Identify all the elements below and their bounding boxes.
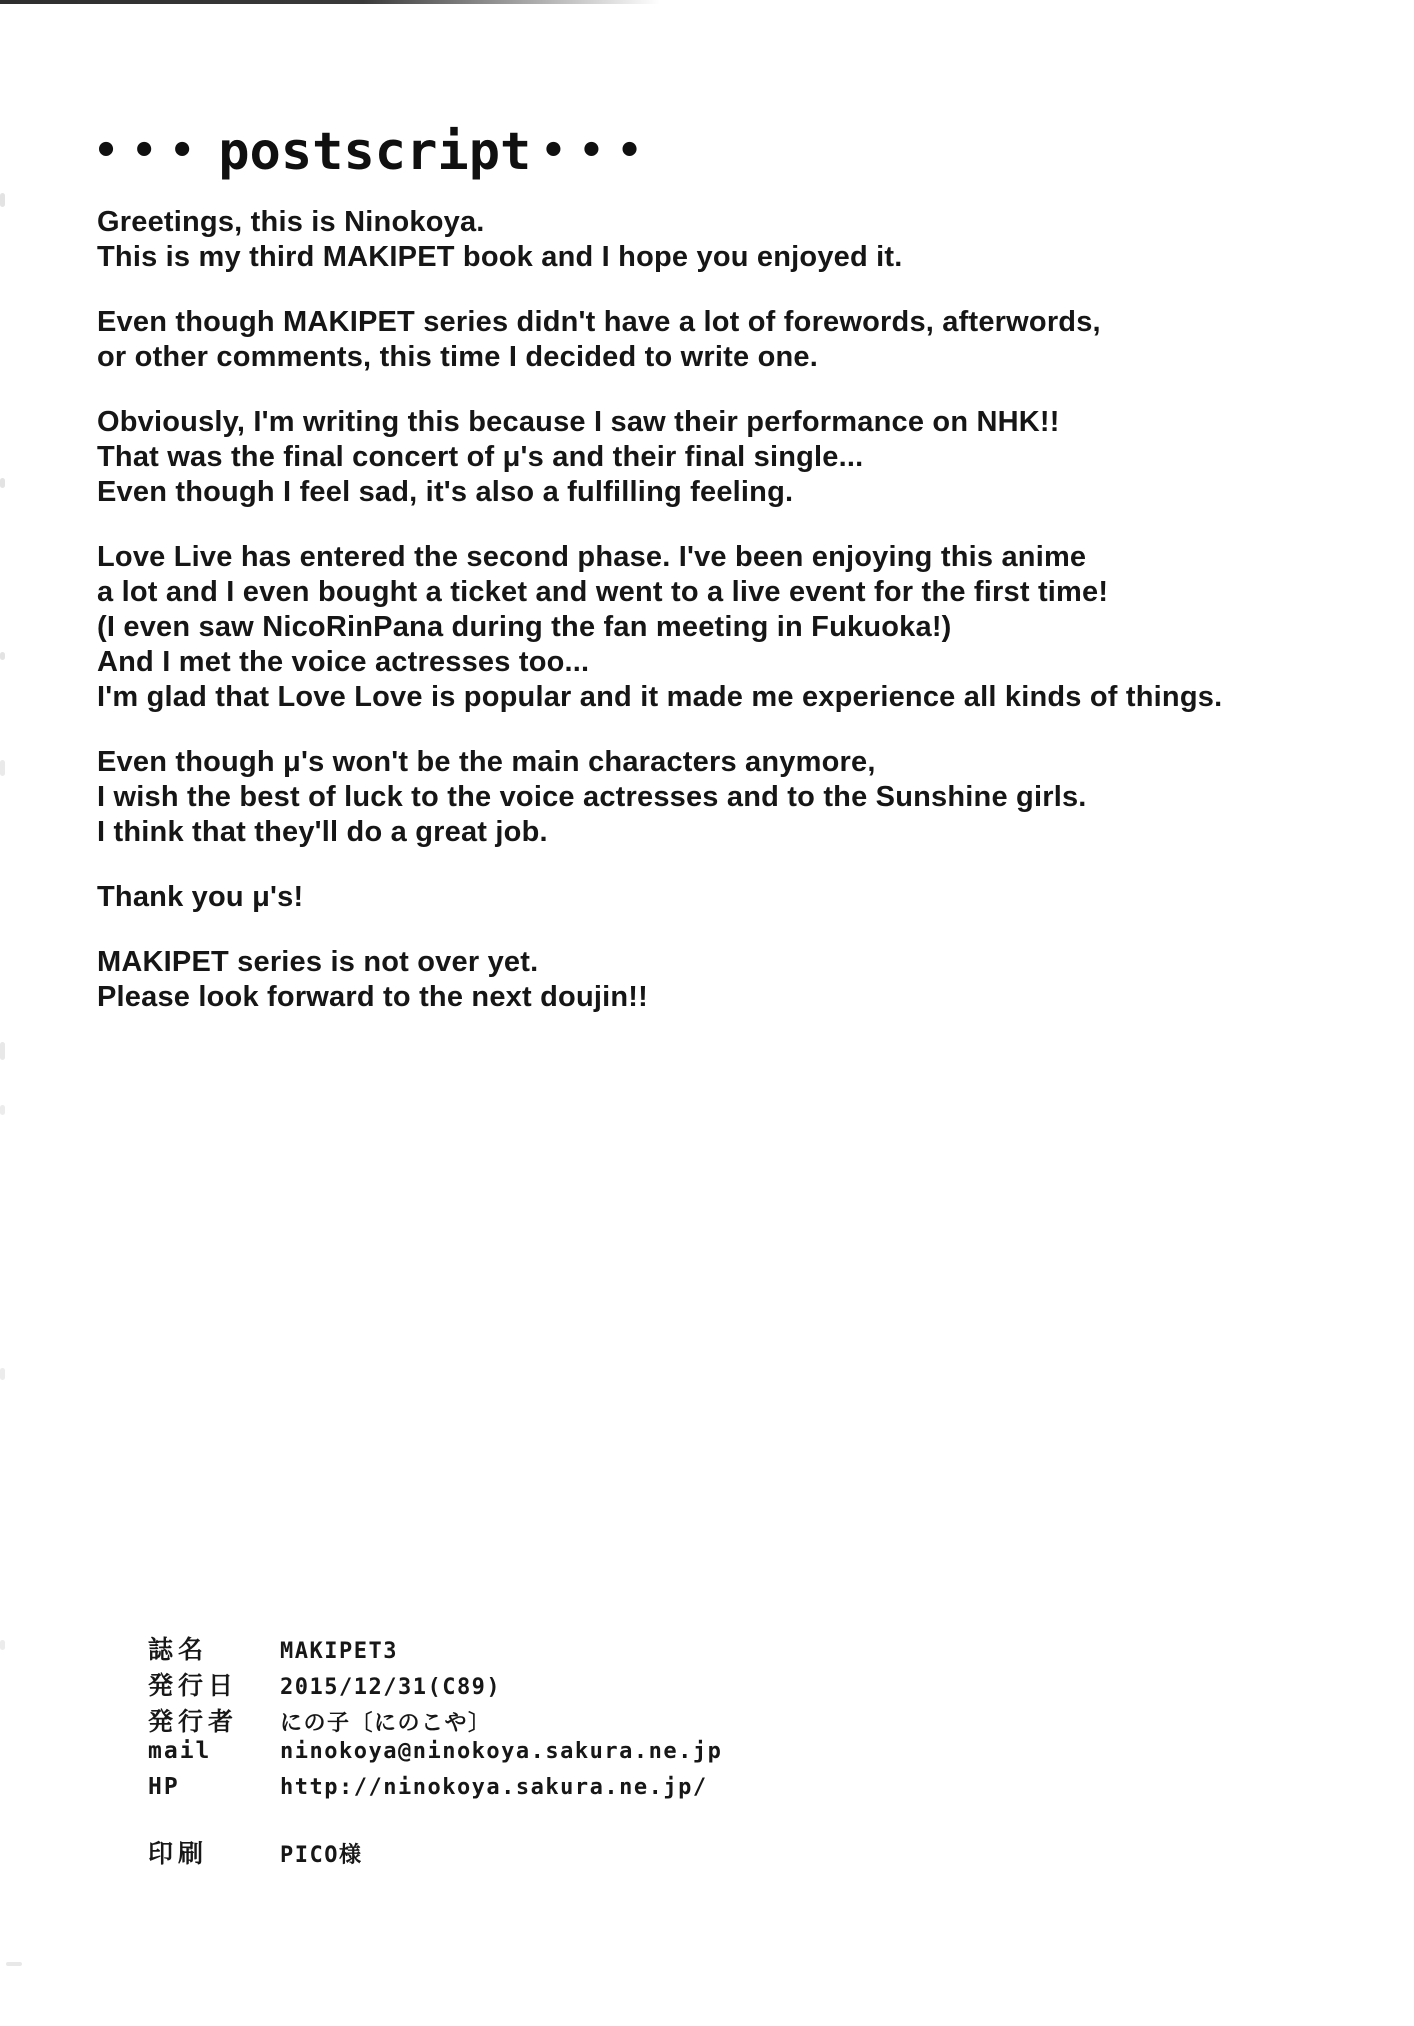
title-dots-left: ••• (94, 128, 209, 174)
colophon-value-url: http://ninokoya.sakura.ne.jp/ (280, 1775, 708, 1800)
paragraph (97, 305, 1197, 375)
text-line: Even though I feel sad, it's also a fulfilling feeling. (97, 476, 794, 508)
colophon-value-email: ninokoya@ninokoya.sakura.ne.jp (280, 1739, 723, 1764)
text-line: (I even saw NicoRinPana during the fan meeting in Fukuoka!) (97, 611, 952, 643)
colophon (148, 1630, 722, 1870)
scan-smudge (6, 1962, 22, 1966)
colophon-row-date (148, 1666, 722, 1702)
text-line: MAKIPET series is not over yet. (97, 946, 539, 978)
text-line: Thank you μ's! (97, 881, 304, 913)
text-line: That was the final concert of μ's and their final single... (97, 441, 864, 473)
paragraph (97, 745, 1197, 850)
scan-smudge (0, 1042, 5, 1060)
paragraph (97, 540, 1223, 715)
colophon-row-printer (148, 1834, 722, 1870)
text-line: or other comments, this time I decided to write one. (97, 341, 819, 373)
scan-smudge (0, 193, 5, 207)
text-line: Even though μ's won't be the main characters anymore, (97, 746, 876, 778)
paragraph (97, 945, 1197, 1015)
scan-smudge (0, 478, 5, 488)
text-line: This is my third MAKIPET book and I hope you enjoyed it. (97, 241, 903, 273)
colophon-row-mail (148, 1738, 722, 1774)
scan-smudge (0, 760, 5, 776)
colophon-row-title (148, 1630, 722, 1666)
text-line: a lot and I even bought a ticket and went to a live event for the first time! (97, 576, 1109, 608)
colophon-label: 発行日 (148, 1671, 239, 1700)
title-dots-right: ••• (541, 128, 656, 174)
colophon-value: PICO様 (280, 1843, 363, 1868)
colophon-row-publisher (148, 1702, 722, 1738)
text-line: I think that they'll do a great job. (97, 816, 548, 848)
text-line: And I met the voice actresses too... (97, 646, 590, 678)
text-line: Greetings, this is Ninokoya. (97, 206, 485, 238)
title-word: postscript (218, 122, 532, 182)
postscript-body (97, 205, 1223, 1045)
colophon-label: 誌名 (148, 1635, 209, 1664)
paragraph (97, 205, 1197, 275)
scan-smudge (0, 652, 5, 660)
colophon-value: MAKIPET3 (280, 1639, 398, 1664)
colophon-label: HP (148, 1774, 180, 1800)
paragraph (97, 880, 1197, 915)
colophon-value: にの子〔にのこや〕 (280, 1711, 492, 1736)
colophon-row-hp (148, 1774, 722, 1810)
scan-smudge (0, 1640, 5, 1650)
colophon-value: 2015/12/31(C89) (280, 1675, 502, 1700)
text-line: Obviously, I'm writing this because I saw their performance on NHK!! (97, 406, 1060, 438)
text-line: I'm glad that Love Love is popular and it made me experience all kinds of things. (97, 681, 1223, 713)
text-line: Love Live has entered the second phase. I've been enjoying this anime (97, 541, 1087, 573)
scan-artifact-top-edge (0, 0, 660, 4)
paragraph (97, 405, 1197, 510)
colophon-label: 発行者 (148, 1707, 239, 1736)
colophon-label: mail (148, 1738, 212, 1764)
colophon-label: 印刷 (148, 1839, 209, 1868)
page-title (94, 122, 656, 182)
text-line: Please look forward to the next doujin!! (97, 981, 648, 1013)
text-line: Even though MAKIPET series didn't have a lot of forewords, afterwords, (97, 306, 1101, 338)
scan-smudge (0, 1368, 5, 1380)
text-line: I wish the best of luck to the voice actresses and to the Sunshine girls. (97, 781, 1087, 813)
scan-smudge (0, 1105, 5, 1115)
